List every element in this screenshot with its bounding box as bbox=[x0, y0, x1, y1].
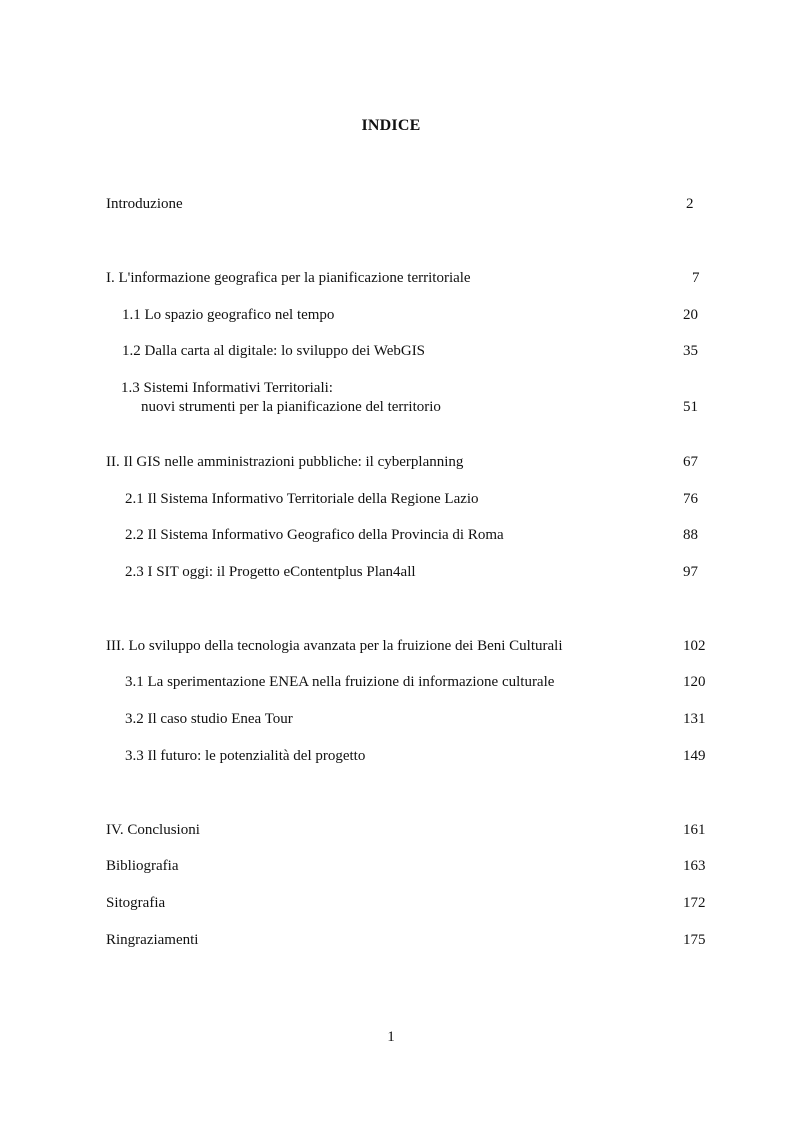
page-title: INDICE bbox=[361, 117, 421, 134]
toc-entry-chapter-2: II. Il GIS nelle amministrazioni pubbliche: il cyberplanning bbox=[106, 454, 464, 470]
toc-entry-bibliografia: Bibliografia bbox=[106, 858, 179, 874]
toc-page-section-2-3: 97 bbox=[683, 564, 698, 580]
toc-page-section-3-2: 131 bbox=[683, 711, 706, 727]
toc-page-chapter-4: 161 bbox=[683, 822, 706, 838]
toc-page-section-1-3: 51 bbox=[683, 399, 698, 415]
toc-page-chapter-3: 102 bbox=[683, 638, 706, 654]
toc-page-section-2-2: 88 bbox=[683, 527, 698, 543]
toc-page-section-2-1: 76 bbox=[683, 491, 698, 507]
toc-entry-section-1-3-continued: nuovi strumenti per la pianificazione del territorio bbox=[141, 399, 441, 415]
toc-entry-chapter-4: IV. Conclusioni bbox=[106, 822, 200, 838]
toc-entry-section-3-1: 3.1 La sperimentazione ENEA nella fruizione di informazione culturale bbox=[125, 674, 555, 690]
toc-page-section-1-1: 20 bbox=[683, 307, 698, 323]
toc-page-section-3-1: 120 bbox=[683, 674, 706, 690]
toc-entry-section-1-3: 1.3 Sistemi Informativi Territoriali: bbox=[121, 380, 333, 396]
toc-entry-section-1-2: 1.2 Dalla carta al digitale: lo sviluppo dei WebGIS bbox=[122, 343, 426, 359]
toc-entry-section-3-3: 3.3 Il futuro: le potenzialità del progetto bbox=[125, 748, 366, 764]
toc-entry-section-2-3: 2.3 I SIT oggi: il Progetto eContentplus Plan4all bbox=[125, 564, 416, 580]
toc-entry-section-2-1: 2.1 Il Sistema Informativo Territoriale della Regione Lazio bbox=[125, 491, 479, 507]
toc-entry-section-1-1: 1.1 Lo spazio geografico nel tempo bbox=[122, 307, 335, 323]
toc-page-ringraziamenti: 175 bbox=[683, 932, 706, 948]
toc-page-section-3-3: 149 bbox=[683, 748, 706, 764]
toc-page-introduzione: 2 bbox=[686, 196, 694, 212]
toc-entry-chapter-1: I. L'informazione geografica per la pianificazione territoriale bbox=[106, 270, 471, 286]
page-number: 1 bbox=[387, 1029, 395, 1045]
toc-page-sitografia: 172 bbox=[683, 895, 706, 911]
toc-entry-ringraziamenti: Ringraziamenti bbox=[106, 932, 199, 948]
toc-page-section-1-2: 35 bbox=[683, 343, 698, 359]
toc-entry-section-3-2: 3.2 Il caso studio Enea Tour bbox=[125, 711, 293, 727]
toc-entry-chapter-3: III. Lo sviluppo della tecnologia avanzata per la fruizione dei Beni Culturali bbox=[106, 638, 563, 654]
toc-page-chapter-1: 7 bbox=[692, 270, 700, 286]
toc-page-chapter-2: 67 bbox=[683, 454, 698, 470]
toc-entry-sitografia: Sitografia bbox=[106, 895, 166, 911]
toc-entry-introduzione: Introduzione bbox=[106, 196, 183, 212]
toc-page-bibliografia: 163 bbox=[683, 858, 706, 874]
toc-entry-section-2-2: 2.2 Il Sistema Informativo Geografico della Provincia di Roma bbox=[125, 527, 504, 543]
